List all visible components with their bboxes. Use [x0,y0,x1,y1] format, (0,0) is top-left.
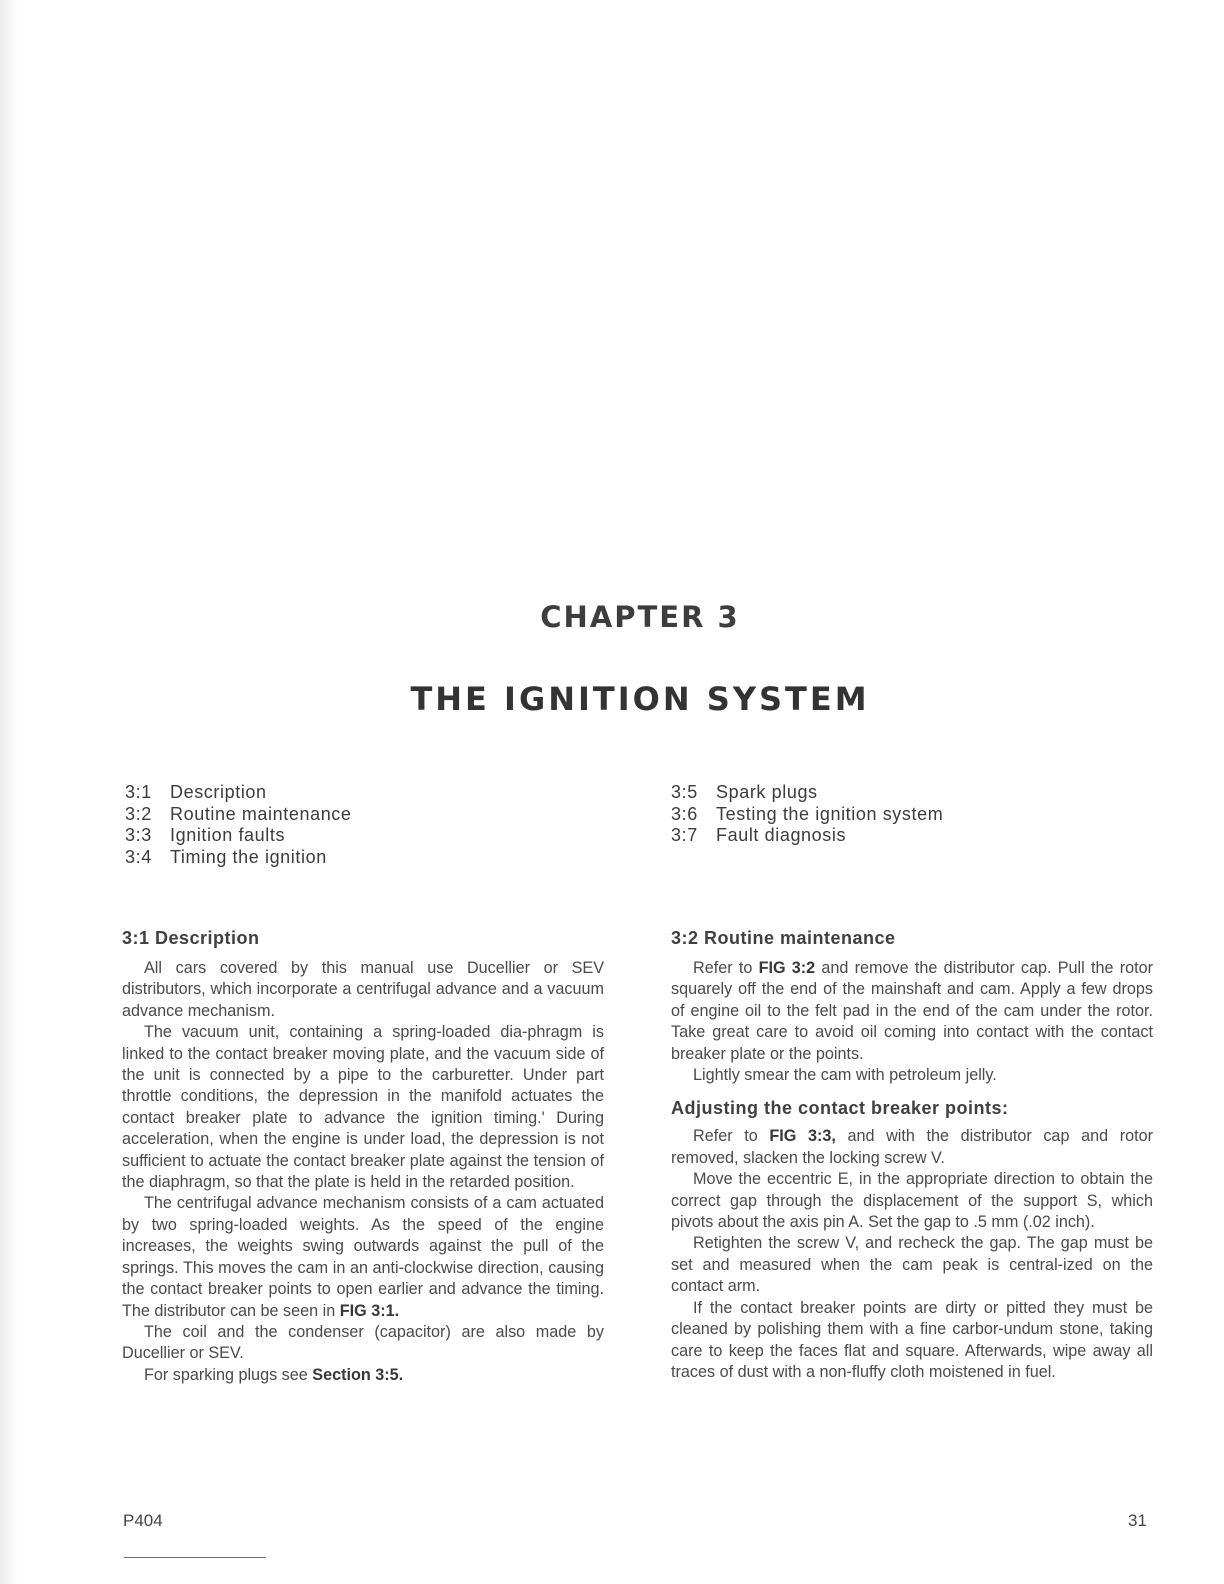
contents-item-number: 3:2 [125,803,152,824]
contents-item-number: 3:6 [671,803,698,824]
page-edge-shadow [0,0,18,1584]
contents-item-number: 3:7 [671,825,698,845]
contents-item-number: 3:5 [671,782,698,802]
paragraph-text: The centrifugal advance mechanism consists of a cam actuated by two spring-loaded weights. As the speed of the engine increases, the weights swing outwards against the pull of the springs. This moves the cam in an anti-clockwise direction, causing the contact breaker points to open earlier and advance the timing. The distributor can be seen in [122,1194,604,1320]
paragraph-text: For sparking plugs see [144,1365,313,1384]
figure-reference: FIG 3:2 [758,959,816,977]
paragraph-text: and with the distributor cap and rotor removed, slacken the locking screw V. [671,1127,1153,1167]
section-description [122,926,604,1386]
contents-item [125,782,352,804]
paragraph-text: Refer to [693,1127,770,1146]
contents-item-label: Testing the ignition system [716,803,944,824]
paragraph: The vacuum unit, containing a spring-loaded dia-phragm is linked to the contact breaker moving plate, and the vacuum side of the unit is connected by a pipe to the carburetter. Under part throttle conditions, the depression in the manifold actuates the contact breaker plate to advance the ignition timing.' During acceleration, when the engine is under load, the depression is not sufficient to actuate the contact breaker plate against the tension of the diaphragm, so that the plate is held in the retarded position. [122,1023,604,1192]
contents-list-left [125,782,352,868]
figure-reference: FIG 3:1. [339,1301,400,1320]
contents-item-label: Spark plugs [716,782,818,802]
paragraph: The coil and the condenser (capacitor) are also made by Ducellier or SEV. [122,1322,604,1363]
contents-item [671,804,943,826]
contents-item [125,847,352,869]
paragraph: Retighten the screw V, and recheck the gap. The gap must be set and measured when the cam peak is central-ized on the contact arm. [671,1234,1153,1296]
paragraph-text: Refer to [693,959,759,977]
contents-item [671,825,943,847]
contents-item [671,782,943,804]
contents-item-label: Fault diagnosis [716,825,847,845]
chapter-number: CHAPTER 3 [540,600,740,634]
contents-item-label: Routine maintenance [170,803,352,824]
paragraph: Lightly smear the cam with petroleum jelly. [693,1066,997,1085]
chapter-title: THE IGNITION SYSTEM [410,680,870,718]
paragraph [122,1365,604,1386]
section-routine-maintenance [671,926,1153,1383]
contents-item [125,804,352,826]
paragraph [671,1126,1153,1169]
paragraph: Move the eccentric E, in the appropriate direction to obtain the correct gap through the displacement of the support S, which pivots about the axis pin A. Set the gap to .5 mm (.02 inch). [671,1170,1153,1232]
contents-item-number: 3:1 [125,782,152,802]
paragraph [671,958,1153,1065]
contents-item-number: 3:3 [125,825,152,845]
footer-rule [124,1557,266,1558]
sub-heading: Adjusting the contact breaker points: [671,1098,1009,1119]
figure-reference: FIG 3:3, [769,1127,836,1146]
paragraph: If the contact breaker points are dirty or pitted they must be cleaned by polishing them with a fine carbor-undum stone, taking care to keep the faces flat and square. Afterwards, wipe away all traces of dust with a non-fluffy cloth moistened in fuel. [671,1298,1153,1381]
contents-item-number: 3:4 [125,846,152,867]
contents-list-right [671,782,943,847]
section-reference: Section 3:5. [312,1365,404,1384]
paragraph-text: and remove the distributor cap. Pull the rotor squarely off the end of the mainshaft and cam. Apply a few drops of engine oil to the felt pad in the end of the cam under the rotor. Take great care to avoid oil coming into contact with the contact breaker plate or the points. [671,959,1153,1063]
contents-item-label: Ignition faults [170,825,286,845]
footer-book-code: P404 [123,1511,163,1530]
section-heading: 3:2 Routine maintenance [671,928,896,948]
paragraph [122,1193,604,1321]
page-number: 31 [1128,1511,1147,1530]
paragraph: All cars covered by this manual use Ducellier or SEV distributors, which incorporate a centrifugal advance and a vacuum advance mechanism. [122,959,604,1020]
contents-item-label: Description [170,782,267,802]
contents-item [125,825,352,847]
contents-item-label: Timing the ignition [170,846,327,867]
section-heading: 3:1 Description [122,928,260,948]
